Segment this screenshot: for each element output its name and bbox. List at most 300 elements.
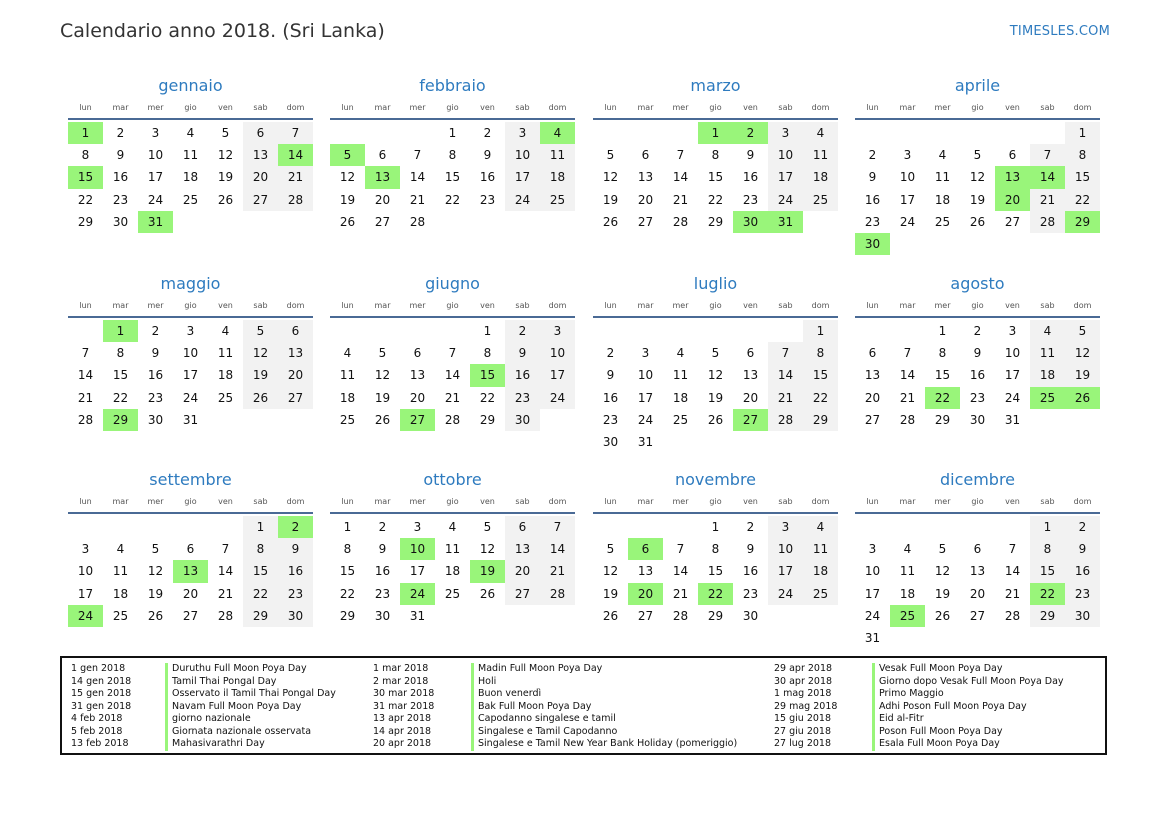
day-cell: 29 (1030, 605, 1065, 627)
day-cell: 27 (969, 608, 986, 623)
empty-cell (663, 320, 698, 342)
day-cell: 24 (899, 214, 916, 229)
legend-holiday-name: Osservato il Tamil Thai Pongal Day (165, 688, 336, 701)
day-cell: 21 (409, 192, 426, 207)
day-cell: 12 (969, 170, 986, 185)
weekday-label: gio (709, 497, 722, 506)
holiday-day-cell: 14 (278, 144, 313, 166)
day-cell: 3 (413, 520, 422, 534)
day-cell: 8 (243, 538, 278, 560)
day-cell: 21 (540, 560, 575, 582)
day-cell: 8 (711, 542, 720, 557)
day-cell: 10 (768, 538, 803, 560)
holiday-day-cell: 27 (733, 409, 768, 431)
empty-cell (103, 516, 138, 538)
day-cell: 9 (151, 346, 160, 361)
day-cell: 29 (934, 412, 951, 427)
day-cell: 27 (864, 412, 881, 427)
empty-cell (768, 320, 803, 342)
legend-entry (774, 688, 1064, 701)
day-cell: 28 (278, 189, 313, 211)
month-name: agosto (950, 274, 1005, 293)
day-cell: 8 (448, 148, 457, 163)
holiday-day-cell: 24 (400, 583, 435, 605)
day-cell: 17 (899, 192, 916, 207)
weekday-label: lun (866, 301, 879, 310)
weekday-label: mer (934, 497, 951, 506)
legend-date: 29 mag 2018 (774, 700, 838, 712)
day-cell: 3 (81, 542, 90, 557)
legend-date: 4 feb 2018 (71, 713, 123, 724)
weekday-label: dom (286, 103, 305, 112)
empty-cell (995, 516, 1030, 538)
empty-cell (400, 122, 435, 144)
day-cell: 19 (243, 364, 278, 386)
day-cell: 28 (899, 412, 916, 427)
day-cell: 11 (112, 564, 129, 579)
holiday-day-cell: 13 (995, 166, 1030, 188)
month-gennaio (68, 76, 313, 233)
day-cell: 25 (112, 608, 129, 623)
page-title: Calendario anno 2018. (Sri Lanka) (60, 20, 385, 42)
day-cell: 3 (540, 320, 575, 342)
weekday-label: mer (147, 301, 164, 310)
day-cell: 2 (746, 520, 755, 534)
empty-cell (628, 122, 663, 144)
weekday-header (68, 494, 313, 514)
day-cell: 6 (243, 122, 278, 144)
weekday-label: ven (218, 497, 233, 506)
day-cell: 1 (1065, 122, 1100, 144)
weekday-header (855, 298, 1100, 318)
weekday-label: mer (672, 103, 689, 112)
weekday-label: gio (709, 103, 722, 112)
day-cell: 10 (505, 144, 540, 166)
day-cell: 22 (707, 192, 724, 207)
holiday-day-cell: 20 (995, 189, 1030, 211)
day-cell: 8 (343, 542, 352, 557)
day-cell: 25 (803, 583, 838, 605)
day-cell: 9 (483, 148, 492, 163)
weekday-label: sab (778, 103, 793, 112)
day-cell: 2 (1065, 516, 1100, 538)
day-cell: 3 (641, 346, 650, 361)
day-cell: 14 (672, 564, 689, 579)
empty-cell (855, 122, 890, 144)
weekday-label: mar (899, 103, 916, 112)
empty-cell (330, 122, 365, 144)
day-cell: 8 (483, 346, 492, 361)
day-cell: 5 (711, 346, 720, 361)
weekday-label: mer (409, 497, 426, 506)
day-cell: 2 (973, 324, 982, 338)
weekday-label: mar (112, 497, 129, 506)
day-cell: 25 (540, 189, 575, 211)
legend-date: 13 apr 2018 (373, 713, 432, 724)
legend-date: 1 mag 2018 (774, 688, 832, 699)
day-cell: 31 (409, 608, 426, 623)
empty-cell (890, 122, 925, 144)
day-cell: 7 (903, 346, 912, 361)
legend-date: 13 feb 2018 (71, 738, 129, 749)
day-cell: 10 (1004, 346, 1021, 361)
day-cell: 26 (969, 214, 986, 229)
legend-holiday-name: Eid al-Fitr (872, 713, 924, 726)
day-cell: 20 (505, 560, 540, 582)
empty-cell (733, 320, 768, 342)
legend-date: 27 giu 2018 (774, 725, 831, 737)
legend-entry (71, 738, 336, 751)
legend-entry (71, 663, 336, 676)
weekday-label: sab (515, 497, 530, 506)
legend-date: 14 apr 2018 (373, 725, 432, 737)
day-cell: 26 (602, 608, 619, 623)
holiday-day-cell: 19 (470, 560, 505, 582)
weekday-label: sab (253, 497, 268, 506)
day-grid (855, 516, 1100, 649)
month-giugno (330, 274, 575, 431)
day-cell: 3 (768, 516, 803, 538)
day-cell: 18 (182, 170, 199, 185)
legend-column (71, 663, 336, 751)
day-cell: 22 (444, 192, 461, 207)
day-cell: 8 (1065, 144, 1100, 166)
day-cell: 11 (182, 148, 199, 163)
day-cell: 20 (278, 364, 313, 386)
weekday-label: dom (811, 497, 830, 506)
day-cell: 25 (672, 412, 689, 427)
day-cell: 19 (217, 170, 234, 185)
day-cell: 13 (505, 538, 540, 560)
day-cell: 10 (77, 564, 94, 579)
holiday-day-cell: 2 (733, 122, 768, 144)
day-cell: 14 (672, 170, 689, 185)
legend-holiday-name: Esala Full Moon Poya Day (872, 738, 1000, 751)
legend-holiday-name: Adhi Poson Full Moon Poya Day (872, 701, 1027, 714)
legend-column (373, 663, 737, 751)
day-cell: 7 (278, 122, 313, 144)
day-cell: 16 (505, 364, 540, 386)
empty-cell (593, 516, 628, 538)
day-cell: 18 (112, 586, 129, 601)
legend-date: 27 lug 2018 (774, 738, 831, 749)
day-cell: 15 (444, 170, 461, 185)
day-cell: 21 (217, 586, 234, 601)
day-cell: 30 (374, 608, 391, 623)
empty-cell (365, 122, 400, 144)
weekday-label: sab (778, 301, 793, 310)
day-cell: 7 (81, 346, 90, 361)
legend-holiday-name: Navam Full Moon Poya Day (165, 701, 301, 714)
day-cell: 14 (444, 368, 461, 383)
legend-holiday-name: Singalese e Tamil New Year Bank Holiday (pomeriggio) (471, 738, 737, 751)
holiday-day-cell: 15 (68, 166, 103, 188)
empty-cell (890, 320, 925, 342)
weekday-label: mar (374, 497, 391, 506)
day-cell: 12 (707, 368, 724, 383)
weekday-label: sab (515, 301, 530, 310)
holiday-day-cell: 25 (1030, 387, 1065, 409)
month-name: luglio (693, 274, 738, 293)
weekday-header (593, 298, 838, 318)
weekday-label: dom (286, 301, 305, 310)
day-cell: 9 (378, 542, 387, 557)
legend-holiday-name: Giorno dopo Vesak Full Moon Poya Day (872, 676, 1064, 689)
legend-holiday-name: Vesak Full Moon Poya Day (872, 663, 1002, 676)
weekday-label: mar (637, 497, 654, 506)
day-cell: 11 (899, 564, 916, 579)
legend-date: 30 apr 2018 (774, 675, 833, 687)
day-cell: 19 (147, 586, 164, 601)
weekday-header (855, 494, 1100, 514)
day-cell: 7 (1008, 542, 1017, 557)
weekday-label: ven (743, 497, 758, 506)
day-grid (68, 320, 313, 431)
day-cell: 13 (409, 368, 426, 383)
legend-entry (71, 726, 336, 739)
day-cell: 11 (803, 144, 838, 166)
legend-entry (373, 726, 737, 739)
day-cell: 12 (602, 170, 619, 185)
month-novembre (593, 470, 838, 627)
day-cell: 1 (448, 126, 457, 140)
day-cell: 13 (637, 170, 654, 185)
day-cell: 2 (505, 320, 540, 342)
legend-entry (373, 676, 737, 689)
day-cell: 19 (969, 192, 986, 207)
day-cell: 4 (186, 126, 195, 140)
day-cell: 27 (1004, 214, 1021, 229)
day-cell: 15 (339, 564, 356, 579)
legend-entry (774, 738, 1064, 751)
day-cell: 24 (768, 583, 803, 605)
holiday-day-cell: 30 (733, 211, 768, 233)
day-cell: 18 (540, 166, 575, 188)
legend-entry (373, 713, 737, 726)
holiday-day-cell: 4 (540, 122, 575, 144)
legend-holiday-name: Duruthu Full Moon Poya Day (165, 663, 307, 676)
weekday-label: lun (79, 301, 92, 310)
month-febbraio (330, 76, 575, 233)
weekday-label: dom (548, 497, 567, 506)
empty-cell (960, 516, 995, 538)
legend-holiday-name: Primo Maggio (872, 688, 944, 701)
day-cell: 17 (409, 564, 426, 579)
holiday-day-cell: 13 (173, 560, 208, 582)
holiday-day-cell: 25 (890, 605, 925, 627)
day-cell: 31 (637, 434, 654, 449)
weekday-label: mer (147, 103, 164, 112)
day-cell: 15 (243, 560, 278, 582)
empty-cell (628, 320, 663, 342)
weekday-label: sab (778, 497, 793, 506)
day-grid (330, 122, 575, 233)
weekday-label: sab (253, 103, 268, 112)
month-name: marzo (690, 76, 741, 95)
legend-holiday-name: Poson Full Moon Poya Day (872, 726, 1003, 739)
legend-date: 15 gen 2018 (71, 688, 132, 699)
holiday-day-cell: 14 (1030, 166, 1065, 188)
day-grid (68, 122, 313, 233)
day-cell: 3 (1008, 324, 1017, 338)
month-name: settembre (149, 470, 232, 489)
day-cell: 30 (969, 412, 986, 427)
day-cell: 18 (899, 586, 916, 601)
day-cell: 17 (77, 586, 94, 601)
month-name: novembre (674, 470, 757, 489)
weekday-label: dom (1073, 497, 1092, 506)
day-cell: 16 (864, 192, 881, 207)
legend-entry (373, 688, 737, 701)
day-cell: 7 (768, 342, 803, 364)
weekday-label: lun (79, 103, 92, 112)
day-cell: 11 (934, 170, 951, 185)
weekday-label: lun (341, 301, 354, 310)
day-cell: 14 (768, 364, 803, 386)
day-cell: 11 (803, 538, 838, 560)
weekday-header (593, 100, 838, 120)
day-cell: 25 (339, 412, 356, 427)
day-cell: 29 (707, 214, 724, 229)
day-cell: 3 (768, 122, 803, 144)
day-cell: 9 (606, 368, 615, 383)
day-cell: 26 (147, 608, 164, 623)
day-cell: 15 (934, 368, 951, 383)
day-cell: 7 (540, 516, 575, 538)
day-cell: 7 (221, 542, 230, 557)
day-cell: 20 (182, 586, 199, 601)
brand-link[interactable]: TIMESLES.COM (1009, 24, 1110, 39)
holiday-day-cell: 1 (103, 320, 138, 342)
day-cell: 7 (676, 148, 685, 163)
day-cell: 14 (217, 564, 234, 579)
day-cell: 22 (1065, 189, 1100, 211)
weekday-label: gio (446, 103, 459, 112)
day-cell: 18 (217, 368, 234, 383)
legend-holiday-name: Singalese e Tamil Capodanno (471, 726, 617, 739)
day-cell: 2 (483, 126, 492, 140)
day-cell: 12 (602, 564, 619, 579)
day-cell: 21 (1030, 189, 1065, 211)
holiday-day-cell: 6 (628, 538, 663, 560)
legend-holiday-name: Buon venerdì (471, 688, 541, 701)
day-cell: 9 (868, 170, 877, 185)
weekday-label: ven (1005, 301, 1020, 310)
day-cell: 16 (742, 170, 759, 185)
day-cell: 18 (444, 564, 461, 579)
legend-date: 2 mar 2018 (373, 675, 429, 687)
holiday-day-cell: 13 (365, 166, 400, 188)
day-cell: 12 (374, 368, 391, 383)
day-cell: 31 (864, 630, 881, 645)
weekday-label: gio (971, 497, 984, 506)
month-name: ottobre (423, 470, 482, 489)
legend-holiday-name: Giornata nazionale osservata (165, 726, 311, 739)
day-cell: 2 (606, 346, 615, 361)
day-cell: 20 (409, 390, 426, 405)
day-cell: 6 (186, 542, 195, 557)
weekday-label: mer (672, 301, 689, 310)
day-cell: 5 (606, 542, 615, 557)
day-cell: 5 (973, 148, 982, 163)
day-cell: 30 (147, 412, 164, 427)
weekday-header (330, 100, 575, 120)
day-cell: 9 (505, 342, 540, 364)
day-cell: 18 (339, 390, 356, 405)
day-cell: 8 (1030, 538, 1065, 560)
day-cell: 9 (746, 542, 755, 557)
day-cell: 25 (182, 192, 199, 207)
day-cell: 10 (182, 346, 199, 361)
empty-cell (1030, 122, 1065, 144)
day-cell: 30 (278, 605, 313, 627)
day-cell: 24 (505, 189, 540, 211)
weekday-label: mar (637, 301, 654, 310)
legend-holiday-name: Capodanno singalese e tamil (471, 713, 616, 726)
weekday-label: lun (604, 301, 617, 310)
holiday-day-cell: 29 (1065, 211, 1100, 233)
holiday-day-cell: 31 (138, 211, 173, 233)
weekday-label: ven (743, 103, 758, 112)
day-cell: 13 (637, 564, 654, 579)
day-cell: 27 (505, 583, 540, 605)
day-cell: 15 (803, 364, 838, 386)
empty-cell (593, 320, 628, 342)
legend-holiday-name: giorno nazionale (165, 713, 251, 726)
day-cell: 23 (742, 192, 759, 207)
day-cell: 16 (1065, 560, 1100, 582)
weekday-header (68, 298, 313, 318)
day-cell: 10 (540, 342, 575, 364)
day-cell: 9 (278, 538, 313, 560)
day-cell: 5 (606, 148, 615, 163)
day-cell: 26 (243, 387, 278, 409)
day-cell: 15 (112, 368, 129, 383)
empty-cell (330, 320, 365, 342)
day-cell: 4 (803, 122, 838, 144)
day-cell: 30 (742, 608, 759, 623)
day-cell: 22 (243, 583, 278, 605)
day-cell: 17 (1004, 368, 1021, 383)
day-cell: 15 (707, 170, 724, 185)
day-cell: 18 (803, 560, 838, 582)
holiday-day-cell: 24 (68, 605, 103, 627)
day-cell: 24 (768, 189, 803, 211)
legend-entry (774, 726, 1064, 739)
day-cell: 22 (112, 390, 129, 405)
day-cell: 28 (1004, 608, 1021, 623)
weekday-label: mar (112, 301, 129, 310)
day-cell: 18 (934, 192, 951, 207)
day-cell: 4 (448, 520, 457, 534)
weekday-label: mer (409, 103, 426, 112)
weekday-label: gio (971, 301, 984, 310)
holiday-day-cell: 29 (103, 409, 138, 431)
weekday-label: mer (672, 497, 689, 506)
weekday-label: ven (480, 301, 495, 310)
weekday-label: gio (446, 301, 459, 310)
day-cell: 12 (147, 564, 164, 579)
weekday-label: dom (1073, 103, 1092, 112)
day-grid (68, 516, 313, 627)
day-cell: 24 (864, 608, 881, 623)
weekday-header (330, 494, 575, 514)
weekday-label: mar (374, 301, 391, 310)
day-cell: 13 (742, 368, 759, 383)
weekday-label: ven (480, 497, 495, 506)
holiday-day-cell: 22 (698, 583, 733, 605)
day-cell: 1 (1030, 516, 1065, 538)
